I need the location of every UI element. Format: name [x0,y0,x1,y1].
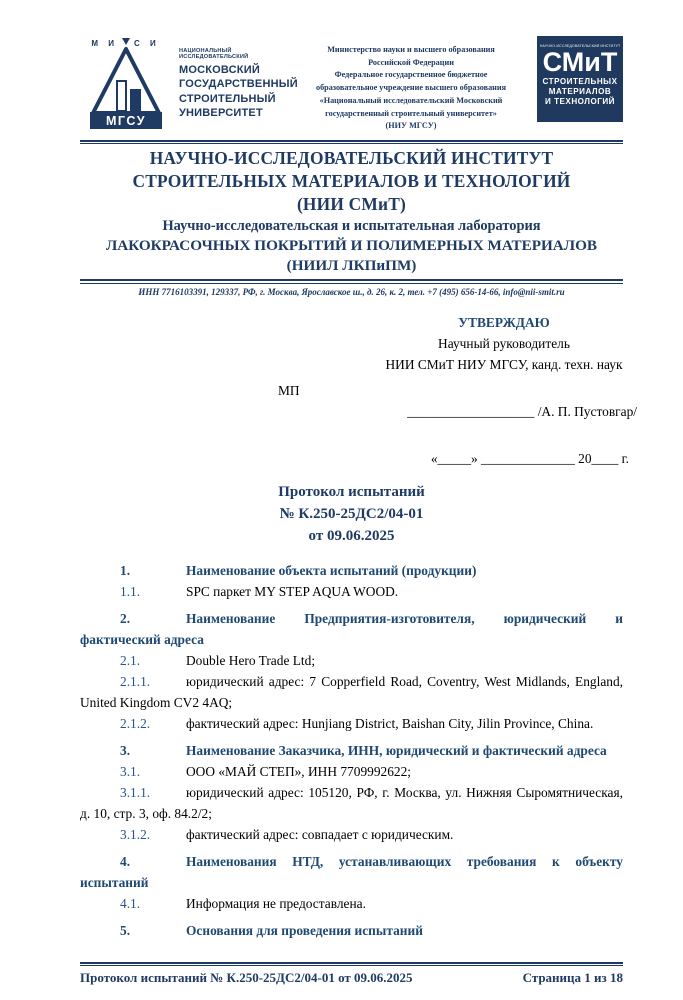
section-heading [80,740,623,761]
institute-title-block [80,147,623,276]
approver-role: Научный руководитель [438,335,570,351]
smit-logo-line: СТРОИТЕЛЬНЫХ [542,77,618,87]
section-item [80,581,623,602]
section-item [80,713,623,734]
smit-logo-line: И ТЕХНОЛОГИЙ [545,97,615,107]
stamp-label: МП [278,382,300,398]
ministry-block [292,36,530,133]
institute-abbr: (НИИ СМиТ) [296,193,407,214]
letterhead [80,36,623,133]
ministry-line: Российской Федерации [368,57,454,67]
item-number: 4.1. [120,895,141,911]
university-name [179,36,298,120]
protocol-title-block [80,481,623,547]
approver-org: НИИ СМиТ НИУ МГСУ, канд. техн. наук [385,356,623,372]
university-name-line: СТРОИТЕЛЬНЫЙ [179,92,276,105]
footer-rule [80,962,623,966]
item-number: 3.1.2. [120,826,151,842]
item-text: Информация не предоставлена. [186,895,366,911]
signature-line: ___________________ [407,403,535,419]
footer-row [80,970,623,986]
section-number: 5. [120,922,131,938]
institute-title-line: НАУЧНО-ИССЛЕДОВАТЕЛЬСКИЙ ИНСТИТУТ [149,148,554,169]
item-text: фактический адрес: Hunjiang District, Baishan City, Jilin Province, China. [186,715,594,731]
section-heading [80,608,623,650]
section-item [80,782,623,824]
section-number: 4. [120,853,131,869]
ministry-line: Федеральное государственное бюджетное [334,70,488,80]
section-heading [80,920,623,941]
section-number: 3. [120,742,131,758]
university-name-line: ГОСУДАРСТВЕННЫЙ [179,78,298,91]
mgsu-emblem-icon [80,36,172,130]
section-number: 1. [120,562,131,578]
item-text: фактический адрес: совпадает с юридическим. [186,826,454,842]
item-text: SPC паркет MY STEP AQUA WOOD. [186,583,399,599]
signature-name: /А. П. Пустовгар/ [537,403,637,419]
section-item [80,761,623,782]
section-item [80,650,623,671]
protocol-title: Протокол испытаний [278,483,425,500]
divider-rule [80,279,623,284]
section-heading-text: Наименования НТД, устанавливающих требования к объекту испытаний [80,853,623,890]
protocol-date: от 09.06.2025 [308,527,395,544]
approval-block [80,312,637,469]
item-text: юридический адрес: 7 Copperfield Road, Coventry, West Midlands, England, United Kingdom CV2 4AQ; [80,673,623,710]
triangle-marker-icon [122,38,130,45]
signature-row [80,401,637,422]
section-number: 2. [120,610,131,626]
item-number: 2.1.1. [120,673,151,689]
building-icon [130,89,141,111]
university-name-small: НАЦИОНАЛЬНЫЙ ИССЛЕДОВАТЕЛЬСКИЙ [179,48,249,60]
item-number: 1.1. [120,583,141,599]
ministry-line: «Национальный исследовательский Московский [319,95,503,105]
laboratory-abbr: (НИИЛ ЛКПиПМ) [286,257,417,275]
footer-page-number: Страница 1 из 18 [522,970,623,985]
laboratory-line: Научно-исследовательская и испытательная лаборатория [162,218,541,235]
section-heading-text: Основания для проведения испытаний [186,922,423,938]
protocol-number: № К.250-25ДС2/04-01 [279,505,424,522]
section-heading-text: Наименование объекта испытаний (продукции) [186,562,477,578]
contact-line: ИНН 7716103391, 129337, РФ, г. Москва, Ярославское ш., д. 26, к. 2, тел. +7 (495) 656-14-66, info@nii-smit.ru [138,286,565,297]
item-number: 3.1. [120,763,141,779]
ministry-line: государственный строительный университет» [325,108,497,118]
approval-column [373,312,635,375]
section-5 [80,920,623,941]
sections [80,554,623,941]
section-4 [80,851,623,914]
mgsu-abbr-label: МГСУ [106,114,146,128]
smit-logo [537,36,623,122]
smit-logo-abbr: СМиТ [542,47,618,77]
item-number: 3.1.1. [120,784,151,800]
smit-logo-line: МАТЕРИАЛОВ [548,87,612,97]
institute-title-line: СТРОИТЕЛЬНЫХ МАТЕРИАЛОВ И ТЕХНОЛОГИЙ [132,171,571,192]
item-number: 2.1.2. [120,715,151,731]
footer-protocol-ref: Протокол испытаний № К.250-25ДС2/04-01 от 09.06.2025 [80,970,413,985]
section-item [80,824,623,845]
section-1 [80,560,623,602]
university-name-line: МОСКОВСКИЙ [179,64,260,76]
stamp-row [80,380,623,401]
university-name-line: УНИВЕРСИТЕТ [179,106,263,119]
section-item [80,893,623,914]
item-text: юридический адрес: 105120, РФ, г. Москва, ул. Нижняя Сыромятническая, д. 10, стр. 3, оф. 84.2/2; [80,784,623,821]
item-number: 2.1. [120,652,141,668]
laboratory-line: ЛАКОКРАСОЧНЫХ ПОКРЫТИЙ И ПОЛИМЕРНЫХ МАТЕРИАЛОВ [105,237,598,255]
section-2 [80,608,623,734]
item-text: Double Hero Trade Ltd; [186,652,316,668]
section-3 [80,740,623,845]
ministry-line: (НИУ МГСУ) [385,121,437,131]
ministry-line: Министерство науки и высшего образования [327,45,495,54]
section-item [80,671,623,713]
building-icon [117,81,126,111]
mgsu-logo [80,36,172,130]
approve-label: УТВЕРЖДАЮ [458,314,550,330]
section-heading-text: Наименование Заказчика, ИНН, юридический и фактический адреса [186,742,607,758]
mgsu-letters-right: С И [134,39,160,48]
mgsu-letters-left: М И [91,39,118,48]
divider-rule [80,140,623,145]
section-heading-text: Наименование Предприятия-изготовителя, юридический и фактический адреса [80,610,623,647]
page-footer [80,962,623,986]
date-blank-line: «_____» ______________ 20____ г. [430,450,629,466]
section-heading [80,560,623,581]
item-text: ООО «МАЙ СТЕП», ИНН 7709992622; [186,763,412,779]
section-heading [80,851,623,893]
ministry-line: образовательное учреждение высшего образования [315,83,507,93]
smit-logo-top-line: НАУЧНО-ИССЛЕДОВАТЕЛЬСКИЙ ИНСТИТУТ [539,44,621,48]
